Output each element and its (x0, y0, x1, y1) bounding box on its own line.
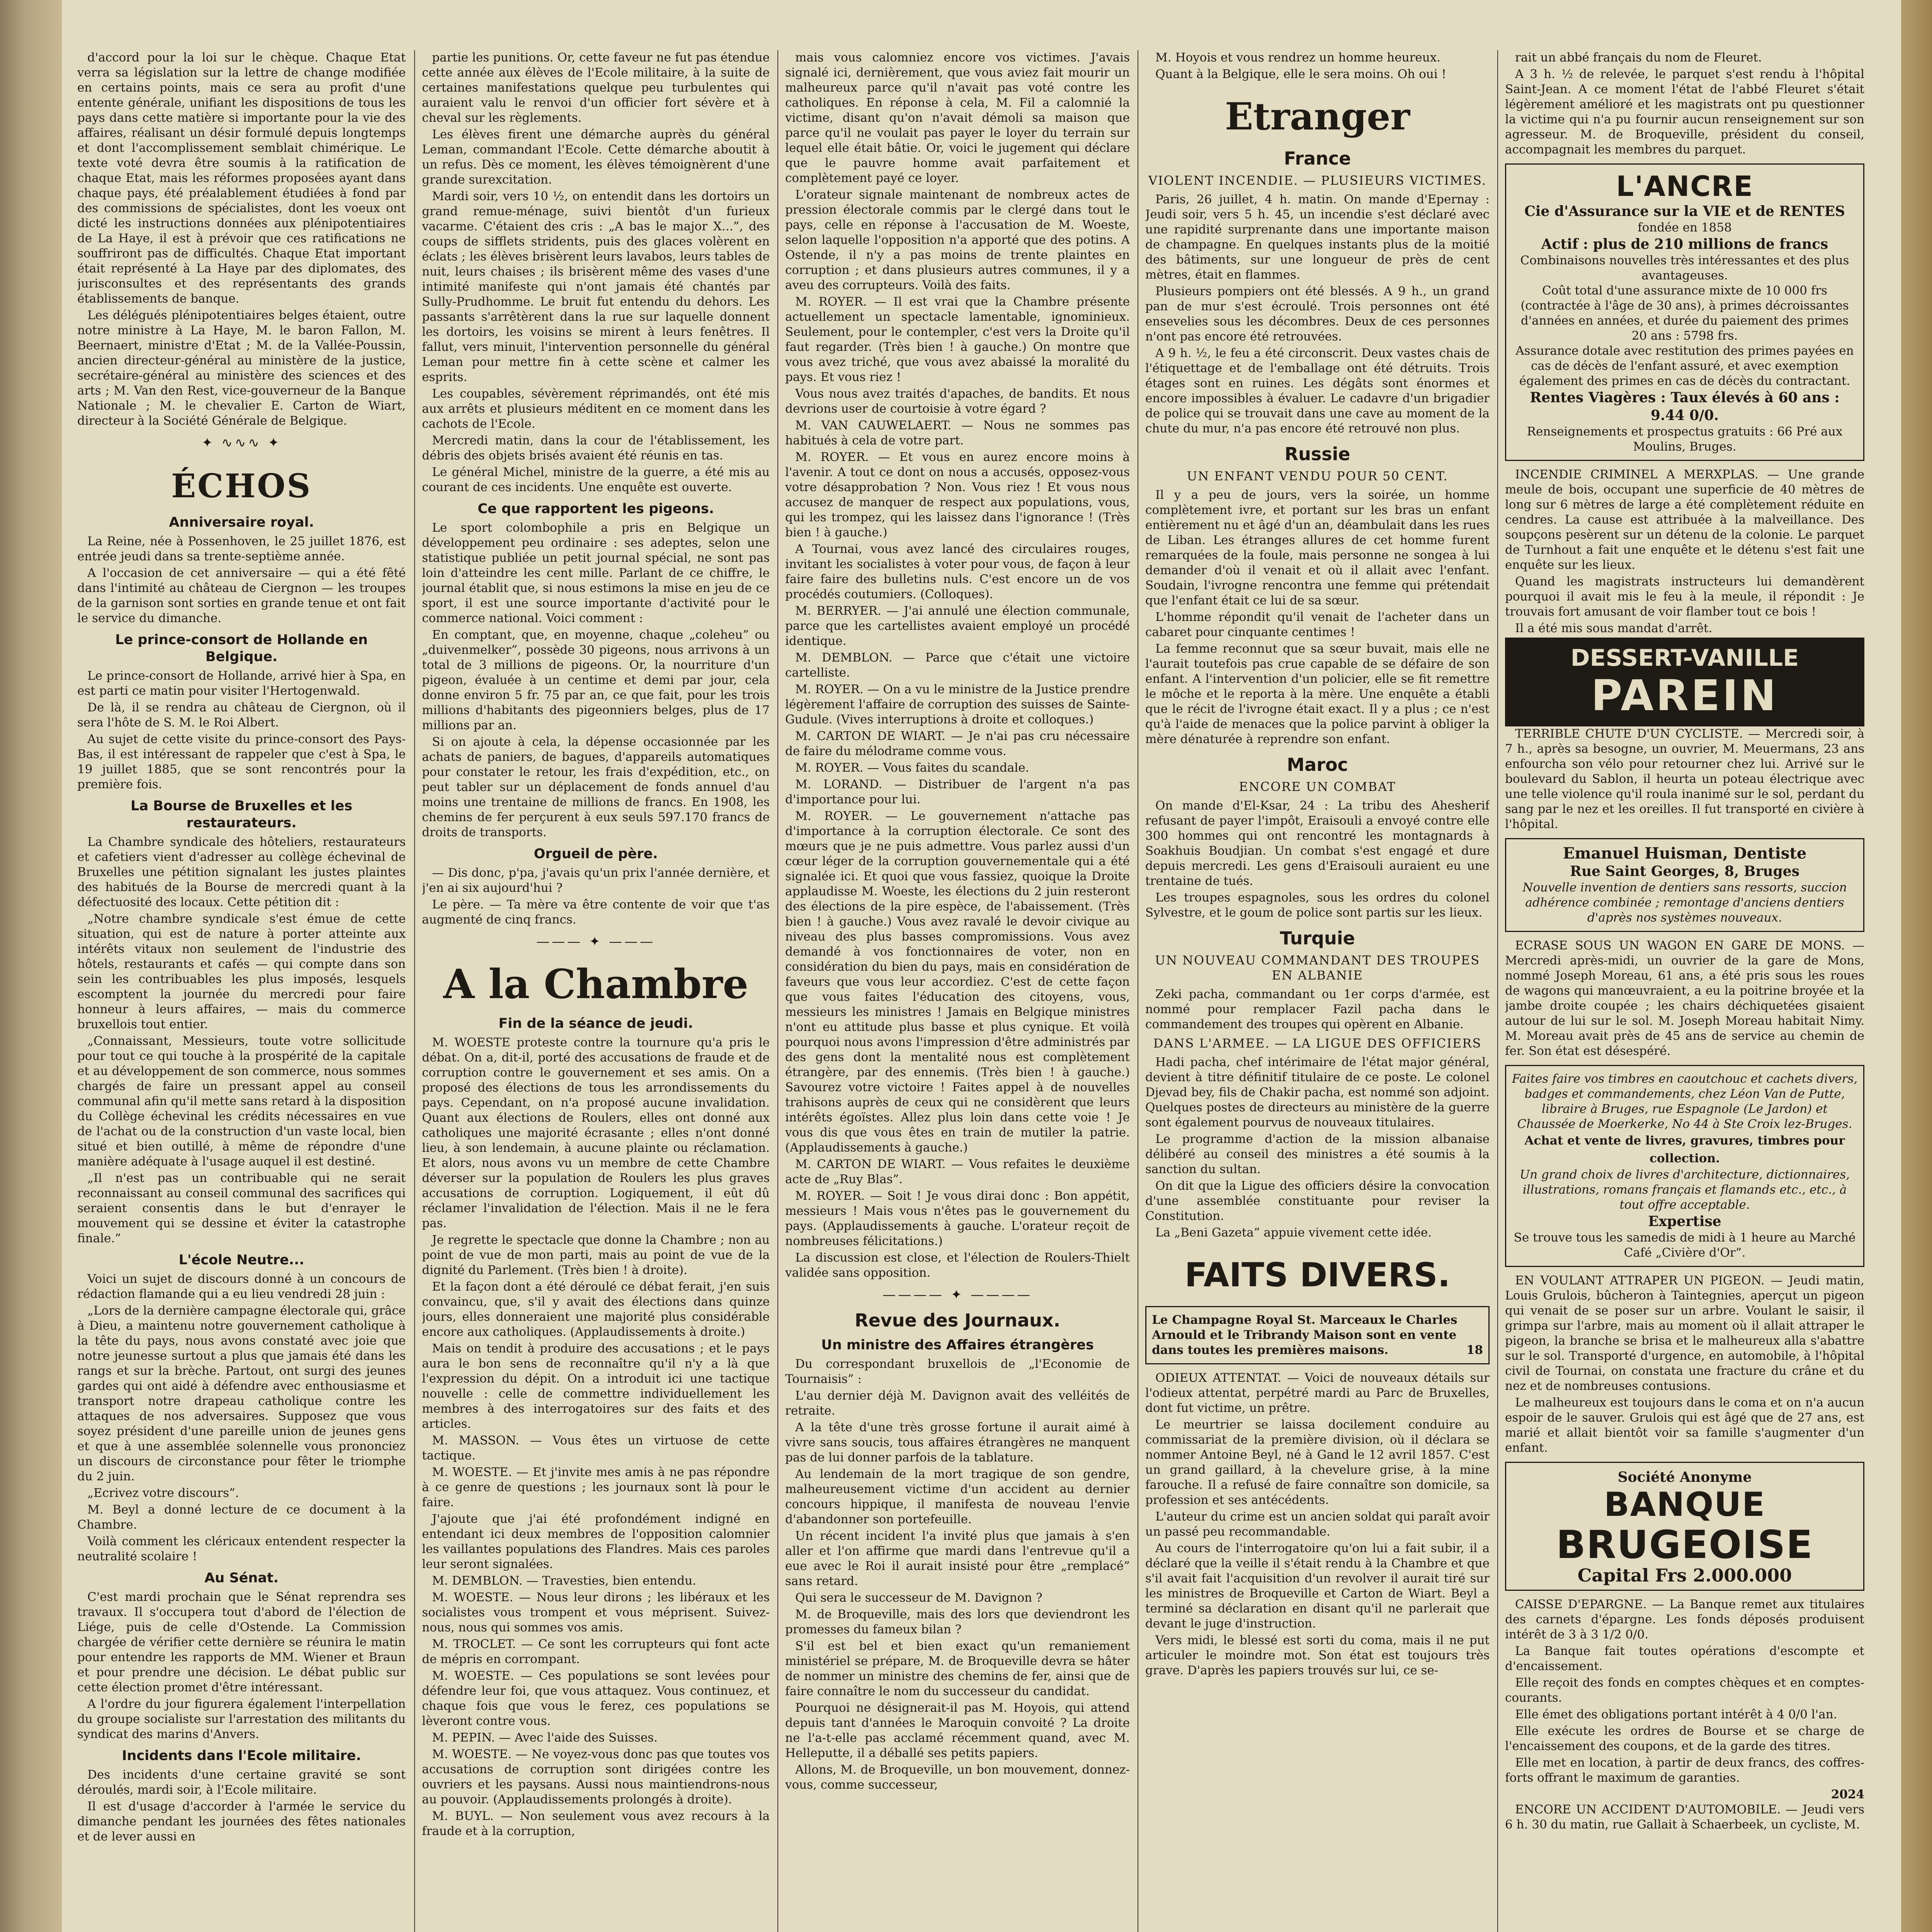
article-heading: La Bourse de Bruxelles et les restaurateurs. (131, 798, 352, 831)
article-text: Elle émet des obligations portant intérêt à 4 0/0 l'an. (1515, 1708, 1837, 1721)
article-subheading: VIOLENT INCENDIE. — PLUSIEURS VICTIMES. (1148, 173, 1487, 188)
column-4 (1145, 50, 1490, 1932)
ad-text: Renseignements et prospectus gratuits : 66 Pré aux Moulins, Bruges. (1527, 425, 1843, 454)
ad-text: Assurance dotale avec restitution des primes payées en cas de décès de l'enfant assuré, et avec exemption également des primes en cas de décès du contractant. (1515, 344, 1854, 388)
article-text: „Connaissant, Messieurs, toute votre sollicitude pour tout ce qui touche à la prospérité de la capitale et au développement de son commerce, nous sommes chargés de faire un pressant appel au conseil communal afin qu'il mette sans retard à la disposition du Collège échevinal les crédits nécessaires en vue de l'achat ou de la construction d'un vaste local, bien situé et bien outillé, à même de répondre d'une manière adéquate à l'usage auquel il est destiné. (77, 1034, 406, 1168)
article-text: Elle met en location, à partir de deux francs, des coffres-forts offrant le maximum de garanties. (1505, 1756, 1864, 1785)
article-text: „Ecrivez votre discours”. (87, 1486, 239, 1500)
article-text: La „Beni Gazeta” appuie vivement cette idée. (1155, 1226, 1432, 1240)
ornament-divider: ——— ✦ ——— (536, 934, 656, 949)
ad-text: Se trouve tous les samedis de midi à 1 heure au Marché Café „Civière d'Or”. (1514, 1231, 1856, 1260)
article-text: M. DEMBLON. — Parce que c'était une victoire cartelliste. (785, 651, 1130, 680)
article-text: Au sujet de cette visite du prince-consort des Pays-Bas, il est intéressant de rappeler que c'est à Spa, le 19 juillet 1885, que se sont rencontrés pour la première fois. (77, 732, 406, 791)
article-text: C'est mardi prochain que le Sénat reprendra ses travaux. Il s'occupera tout d'abord de l'élection de Liége, puis de celle d'Ostende. La Commission chargée de vérifier cette dernière se réunira le matin pour entendre les rapports de MM. Wiener et Braun et pour prendre une décision. Le débat public sur cette élection promet d'être intéressant. (77, 1590, 406, 1694)
article-text: Zeki pacha, commandant ou 1er corps d'armée, est nommé pour remplacer Fazil pacha dans le commandement des troupes qui opèrent en Albanie. (1145, 987, 1490, 1031)
article-text: Paris, 26 juillet, 4 h. matin. On mande d'Epernay : Jeudi soir, vers 5 h. 45, un incendie s'est déclaré avec une rapidité surprenante dans une importante maison de champagne. En quelques instants plus de la moitié des bâtiments, sur une longueur de près de cent mètres, était en flammes. (1145, 192, 1490, 282)
column-rule (1497, 50, 1498, 1932)
article-heading: Anniversaire royal. (169, 515, 314, 530)
article-text: M. ROYER. — Il est vrai que la Chambre présente actuellement un spectacle lamentable, ignominieux. Seulement, pour le contempler, c'est vers la Droite qu'il faut regarder. (Très bien ! à gauche.) On montre que vous avez triché, que vous avez abaissé la moralité du pays. Et vous riez ! (785, 295, 1130, 384)
article-text: L'orateur signale maintenant de nombreux actes de pression électorale commis par le clergé dans tout le pays, celle en réponse à l'accusation de M. Woeste, selon laquelle l'opposition n'a apporté que des potins. A Ostende, il n'y a pas moins de trente plaintes en corruption ; et dans plusieurs autres communes, il y a aveu des corrupteurs. Voilà des faits. (785, 188, 1130, 292)
dessert-vanille-ad (1505, 638, 1864, 726)
article-text: Je regrette le spectacle que donne la Chambre ; non au point de vue de mon parti, mais au point de vue de la dignité du Parlement. (Très bien ! à droite). (422, 1233, 770, 1277)
article-text: M. ROYER. — Et vous en aurez encore moins à l'avenir. A tout ce dont on nous a accusés, opposez-vous votre désapprobation ? Non. Vous riez ! Et vous nous accusez de manquer de respect aux populations, vous, qui les trompez, qui les laissez dans l'ignorance ! (Très bien ! à gauche.) (785, 450, 1130, 539)
article-text: Mercredi matin, dans la cour de l'établissement, les débris des objets brisés avaient été réunis en tas. (422, 434, 770, 463)
article-text: M. MASSON. — Vous êtes un virtuose de cette tactique. (422, 1434, 770, 1463)
article-text: M. BUYL. — Non seulement vous avez recours à la fraude et à la corruption, (422, 1809, 770, 1838)
article-text: Au cours de l'interrogatoire qu'on lui a fait subir, il a déclaré que la veille il s'était rendu à la Chambre et que s'il avait fait l'acquisition d'un revolver il aurait tiré sur les ministres de Broqueville et Carton de Wiart. Beyl a terminé sa déclaration en disant qu'il ne parlerait que devant le juge d'instruction. (1145, 1541, 1490, 1631)
article-text: M. DEMBLON. — Travesties, bien entendu. (432, 1574, 696, 1588)
article-text: L'homme répondit qu'il venait de l'acheter dans un cabaret pour cinquante centimes ! (1145, 610, 1490, 639)
lancre-ad (1505, 163, 1864, 461)
article-text: Elle exécute les ordres de Bourse et se charge de l'encaissement des coupons, et de la garde des titres. (1505, 1724, 1864, 1753)
column-2 (422, 50, 770, 1932)
ornament-divider: ———— ✦ ———— (882, 1287, 1033, 1303)
article-heading: Fin de la séance de jeudi. (498, 1016, 693, 1031)
article-text: — Dis donc, p'pa, j'avais qu'un prix l'année dernière, et j'en ai six aujourd'hui ? (422, 866, 770, 895)
ad-number: 18 (1466, 1343, 1483, 1357)
article-heading: Orgueil de père. (534, 846, 658, 862)
article-text: M. de Broqueville, mais des lors que deviendront les promesses du fameux bilan ? (785, 1607, 1130, 1636)
article-text: La Banque fait toutes opérations d'escompte et d'encaissement. (1505, 1644, 1864, 1673)
article-text: Les coupables, sévèrement réprimandés, ont été mis aux arrêts et plusieurs méditent en ce moment dans les cachots de l'Ecole. (422, 387, 770, 431)
etranger-heading: Etranger (1225, 95, 1410, 138)
article-text: De là, il se rendra au château de Ciergnon, où il sera l'hôte de S. M. le Roi Albert. (77, 701, 406, 730)
revue-heading: Revue des Journaux. (855, 1310, 1060, 1331)
article-heading: Incidents dans l'Ecole militaire. (122, 1748, 361, 1764)
article-text: Quant à la Belgique, elle le sera moins. Oh oui ! (1155, 67, 1446, 81)
article-text: Le général Michel, ministre de la guerre, a été mis au courant de ces incidents. Une enquête est ouverte. (422, 465, 770, 494)
article-text: „Lors de la dernière campagne électorale qui, grâce à Dieu, a maintenu notre gouvernement catholique à la tête du pays, nous avons constaté avec joie que notre jeunesse surtout a plus que jamais été dans les rangs et sur la brèche. Partout, ont surgi des jeunes gardes qui ont aidé à défendre avec enthousiasme et transport notre drapeau catholique contre les attaques de nos adversaires. Supposez que vous soyez président d'une pareille union de jeunes gens et que à une assemblée solennelle vous prononciez un discours de circonstance pour fêter le triomphe du 2 juin. (77, 1304, 406, 1483)
article-text: „Il n'est pas un contribuable qui ne serait reconnaissant au conseil communal des sacrifices qui seraient consentis dans le but d'enrayer le mouvement qui se dessine et éviter la catastrophe finale.” (77, 1171, 406, 1245)
article-text: Le meurtrier se laissa docilement conduire au commissariat de la première division, où il déclara se nommer Antoine Beyl, né à Gand le 12 avril 1857. C'est un grand gaillard, à la chevelure grise, à la mine farouche. Il a refusé de faire connaître son domicile, sa profession et ses antécédents. (1145, 1418, 1490, 1507)
article-heading: Le prince-consort de Hollande en Belgique. (115, 632, 368, 665)
article-text: Il est d'usage d'accorder à l'armée le service du dimanche pendant les journées des fêtes nationales et de lever aussi en (77, 1799, 406, 1844)
article-text: Vous nous avez traités d'apaches, de bandits. Et nous devrions user de courtoisie à votre égard ? (785, 387, 1130, 416)
article-text: M. LORAND. — Distribuer de l'argent n'a pas d'importance pour lui. (785, 777, 1130, 806)
article-text: La Chambre syndicale des hôteliers, restaurateurs et cafetiers vient d'adresser au collège échevinal de Bruxelles une pétition signalant les justes plaintes des habitués de la Bourse de mercredi quant à la défectuosité des locaux. Cette pétition dit : (77, 835, 406, 909)
article-subheading: UN ENFANT VENDU POUR 50 CENT. (1187, 469, 1448, 483)
article-text: TERRIBLE CHUTE D'UN CYCLISTE. — Mercredi soir, à 7 h., après sa besogne, un ouvrier, M. Meuermans, 23 ans enfourcha son vélo pour retourner chez lui. Arrivé sur le boulevard du Sablon, il heurta un poteau électrique avec une telle violence qu'il roula inanimé sur le sol, perdant du sang par le nez et les oreilles. Il fut transporté en civière à l'hôpital. (1505, 727, 1864, 831)
article-text: Du correspondant bruxellois de „l'Economie de Tournaisis” : (785, 1357, 1130, 1386)
article-text: Elle reçoit des fonds en comptes chèques et en comptes-courants. (1505, 1676, 1864, 1705)
echos-heading: ÉCHOS (171, 467, 312, 505)
dentist-ad (1505, 838, 1864, 932)
article-text: Il y a peu de jours, vers la soirée, un homme complètement ivre, et portant sur les bras un enfant entièrement nu et âgé d'un an, déambulait dans les rues de Liban. Les étranges allures de cet homme furent remarquées de la foule, mais personne ne songea à lui demander d'où il venait et où il allait avec l'enfant. Soudain, l'ivrogne rencontra une femme qui prétendait que l'enfant était ce lui de sa sœur. (1145, 488, 1490, 607)
article-text: M. ROYER. — Le gouvernement n'attache pas d'importance à la corruption électorale. Ce sont des mœurs que je ne puis admettre. Vous parlez aussi d'un cœur léger de la corruption gouvernementale qui a été signalée ici. Et quoi que vous fassiez, quoique la Droite applaudisse M. Woeste, les élections du 2 juin resteront des élections de la pire espèce, de l'abaissement. (Très bien ! à gauche.) Vous avez ravalé le devoir civique au niveau des plus basses compromissions. Vous avez demandé à vos fonctionnaires de voter, non en considération du bien du pays, mais en considération de faveurs que vous leur accordiez. C'est de cette façon que vous faites l'éducation des citoyens, vous, messieurs les ministres ! Jamais en Belgique ministres n'ont eu attitude plus basse et plus cynique. Et voilà pourquoi nous avons l'impression d'être administrés par des gens dont la mentalité nous est complètement étrangère, par des ennemis. (Très bien ! à gauche.) Savourez votre victoire ! Faites appel à de nouvelles trahisons auprès de ceux qui ne considèrent que leurs intérêts égoïstes. Allez plus loin dans cette voie ! Je vous dis que vous êtes en train de mutiler la patrie. (Applaudissements à gauche.) (785, 809, 1130, 1155)
article-heading: Ce que rapportent les pigeons. (478, 501, 714, 517)
ad-text: Achat et vente de livres, gravures, timbres pour collection. (1524, 1134, 1845, 1165)
ad-title: L'ANCRE (1616, 170, 1753, 202)
article-text: Qui sera le successeur de M. Davignon ? (795, 1591, 1043, 1605)
article-text: La discussion est close, et l'élection de Roulers-Thielt validée sans opposition. (785, 1251, 1130, 1280)
ad-text: Un grand choix de livres d'architecture, dictionnaires, illustrations, romans français et flamands etc., etc., à tout offre acceptable. (1519, 1168, 1850, 1212)
article-text: On dit que la Ligue des officiers désire la convocation d'une assemblée constituante pour reviser la Constitution. (1145, 1179, 1490, 1223)
faits-divers-heading: FAITS DIVERS. (1184, 1256, 1451, 1294)
column-1 (77, 50, 406, 1932)
page-binding (0, 0, 62, 1932)
ad-text: Coût total d'une assurance mixte de 10 000 frs (contractée à l'âge de 30 ans), à primes décroissantes d'années en années, et durée du paiement des primes 20 ans : 5798 frs. (1520, 284, 1849, 343)
article-text: On mande d'El-Ksar, 24 : La tribu des Ahesherif refusant de payer l'impôt, Eraisouli a envoyé contre elle 300 hommes qui ont rencontré les montagnards à Soakhuis Boudjian. Un combat s'est engagé et dure depuis mercredi. Les gens d'Eraisouli auraient eu une trentaine de tués. (1145, 799, 1490, 888)
banque-brugeoise-ad (1505, 1462, 1864, 1591)
country-heading: France (1284, 148, 1351, 169)
article-text: Le sport colombophile a pris en Belgique un développement peu ordinaire : ses adeptes, selon une statistique publiée un petit journal spécial, ne sont pas loin d'atteindre les cent mille. Parlant de ce chiffre, le journal établit que, si nous estimons la mise en jeu de ce sport, il est une source importante d'activité pour le commerce national. Voici comment : (422, 521, 770, 625)
article-heading: L'école Neutre... (179, 1252, 304, 1268)
article-text: M. PEPIN. — Avec l'aide des Suisses. (432, 1731, 658, 1745)
ad-text: Combinaisons nouvelles très intéressantes et des plus avantageuses. (1520, 253, 1849, 282)
article-text: Quand les magistrats instructeurs lui demandèrent pourquoi il avait mis le feu à la meule, il répondit : Je trouvais fort amusant de voir flamber tout ce bois ! (1505, 575, 1864, 619)
article-text: Voici un sujet de discours donné à un concours de rédaction flamande qui a eu lieu vendredi 28 juin : (77, 1272, 406, 1301)
column-rule (777, 50, 778, 1932)
article-text: M. BERRYER. — J'ai annulé une élection communale, parce que les cartellistes avaient employé un procédé identique. (785, 604, 1130, 648)
country-heading: Russie (1284, 444, 1350, 464)
article-heading: Un ministre des Affaires étrangères (821, 1337, 1094, 1353)
article-text: Des incidents d'une certaine gravité se sont déroulés, mardi soir, à l'Ecole militaire. (77, 1768, 406, 1797)
article-text: partie les punitions. Or, cette faveur ne fut pas étendue cette année aux élèves de l'Ecole militaire, à la suite de certaines manifestations quelque peu turbulentes qui auraient valu le renvoi d'un officier fort sévère et à cheval sur les règlements. (422, 51, 770, 125)
article-text: M. ROYER. — Soit ! Je vous dirai donc : Bon appétit, messieurs ! Mais vous n'êtes pas le gouvernement du pays. (Applaudissements à gauche. L'orateur reçoit de nombreuses félicitations.) (785, 1189, 1130, 1248)
ad-text: Faites faire vos timbres en caoutchouc et cachets divers, badges et commandements, chez Léon Van de Putte, libraire à Bruges, rue Espagnole (Le Jardon) et Chaussée de Moerkerke, No 44 à Ste Croix lez-Bruges. (1512, 1072, 1858, 1131)
article-text: Les troupes espagnoles, sous les ordres du colonel Sylvestre, et le goum de police sont partis sur les lieux. (1145, 891, 1490, 920)
article-text: M. Beyl a donné lecture de ce document à la Chambre. (77, 1503, 406, 1532)
article-text: Si on ajoute à cela, la dépense occasionnée par les achats de paniers, de bagues, d'appareils automatiques pour constater le retour, les frais d'expédition, etc., on peut tabler sur un déplacement de fonds annuel d'au moins une trentaine de millions de francs. En 1908, les chemins de fer perçurent à eux seuls 597.170 francs de droits de transports. (422, 735, 770, 839)
article-text: Plusieurs pompiers ont été blessés. A 9 h., un grand pan de mur s'est écroulé. Trois personnes ont été ensevelies sous les décombres. Deux de ces personnes n'ont pas encore été retrouvées. (1145, 284, 1490, 344)
article-text: „Notre chambre syndicale s'est émue de cette situation, qui est de nature à porter atteinte aux intérêts vitaux non seulement de l'industrie des hôtels, restaurants et cafés — qui compte dans son sein les contribuables les plus imposés, lesquels escomptent la journée du mercredi pour faire honneur à leurs affaires, — mais du commerce bruxellois tout entier. (77, 912, 406, 1031)
article-text: INCENDIE CRIMINEL A MERXPLAS. — Une grande meule de bois, occupant une superficie de 40 mètres de long sur 6 mètres de large a été complètement réduite en cendres. La cause est attribuée à la malveillance. Des soupçons pesèrent sur un détenu de la colonie. Le parquet de Turnhout a fait une enquête et le détenu s'est fait une enquête sur les lieux. (1505, 468, 1864, 572)
ad-brand: PAREIN (1591, 671, 1779, 720)
article-text: Les délégués plénipotentiaires belges étaient, outre notre ministre à La Haye, M. le baron Fallon, M. Beernaert, ministre d'Etat ; M. de la Vallée-Poussin, ancien directeur-général au ministère de la justice, secrétaire-général au ministère des sciences et des arts ; M. Van den Rest, vice-gouverneur de la Banque Nationale ; M. le chevalier E. Carton de Wiart, directeur à la Société Générale de Belgique. (77, 308, 406, 428)
article-text: Il a été mis sous mandat d'arrêt. (1515, 621, 1713, 635)
column-rule (414, 50, 415, 1932)
article-subheading: UN NOUVEAU COMMANDANT DES TROUPES EN ALBANIE (1155, 953, 1480, 983)
article-text: Vers midi, le blessé est sorti du coma, mais il ne put articuler le moindre mot. Son état est toujours très grave. D'après les papiers trouvés sur lui, ce se- (1145, 1633, 1490, 1677)
ad-title: BANQUE (1604, 1485, 1765, 1524)
ad-text: Rentes Viagères : Taux élevés à 60 ans : 9.44 0/0. (1530, 389, 1840, 423)
article-text: Au lendemain de la mort tragique de son gendre, malheureusement victime d'un accident au dernier concours hippique, il manifesta de nouveau l'envie d'abandonner son portefeuille. (785, 1467, 1130, 1526)
chambre-heading: A la Chambre (443, 960, 748, 1008)
article-text: Mardi soir, vers 10 ½, on entendit dans les dortoirs un grand remue-ménage, suivi bientôt d'un furieux vacarme. C'étaient des cris : „A bas le major X...”, des coups de sifflets stridents, puis des glaces volèrent en éclats ; les élèves brisèrent leurs lavabos, leurs tables de nuit, leurs chaises ; ils brisèrent même des vases d'une intimité manifeste qui n'ont jamais été chantés par Sully-Prudhomme. Le bruit fut entendu du dehors. Les passants s'arrêtèrent dans la rue sur laquelle donnent les dortoirs, les voisins se mirent à leurs fenêtres. Il fallut, vers minuit, l'intervention personnelle du général Leman pour mettre fin à cette scène et calmer les esprits. (422, 189, 770, 384)
article-text: Le malheureux est toujours dans le coma et on n'a aucun espoir de le sauver. Grulois qui est âgé que de 27 ans, est marié et allait bientôt voir sa famille s'augmenter d'un enfant. (1505, 1396, 1864, 1455)
article-text: M. WOESTE proteste contre la tournure qu'a pris le débat. On a, dit-il, porté des accusations de fraude et de corruption contre le gouvernement et ses amis. On a proposé des élections de tous les arrondissements du pays. Cependant, on n'a proposé aucune invalidation. Quant aux élections de Roulers, elles ont donné aux catholiques une majorité écrasante ; elles n'ont donné lieu, à son lendemain, à aucune plainte ou réclamation. Et alors, nous avons vu un membre de cette Chambre déverser sur la population de Roulers les plus graves accusations de corruption. Logiquement, il eût dû réclamer l'invalidation de l'élection. Mais il ne le fera pas. (422, 1036, 770, 1230)
country-heading: Turquie (1280, 928, 1355, 949)
page-edge (1901, 0, 1932, 1932)
article-text: Voilà comment les cléricaux entendent respecter la neutralité scolaire ! (77, 1534, 406, 1563)
article-text: Les élèves firent une démarche auprès du général Leman, commandant l'Ecole. Cette démarche aboutit à un refus. Dès ce moment, les élèves témoignèrent d'une grande surexcitation. (422, 128, 770, 187)
article-text: M. CARTON DE WIART. — Je n'ai pas cru nécessaire de faire du mélodrame comme vous. (785, 729, 1130, 758)
ad-text: fondée en 1858 (1638, 221, 1732, 235)
article-text: En comptant, que, en moyenne, chaque „coleheu” ou „duivenmelker”, possède 30 pigeons, nous arrivons à un total de 3 millions de pigeons. Or, la nourriture d'un pigeon, évaluée à un centime et demi par jour, cela donne environ 5 fr. 75 par an, ce que fait, pour les trois millions d'habitants des pigeonniers belges, plus de 17 millions par an. (422, 628, 770, 732)
article-text: Et la façon dont a été déroulé ce débat ferait, j'en suis convaincu, que, s'il y avait des élections dans quinze jours, elles donneraient une majorité plus considérable encore aux catholiques. (Applaudissements à droite.) (422, 1280, 770, 1339)
ad-title: BRUGEOISE (1556, 1522, 1813, 1567)
column-3 (785, 50, 1130, 1932)
article-text: Hadi pacha, chef intérimaire de l'état major général, devient à titre définitif titulaire de ce poste. Le colonel Djevad bey, fils de Chakir pacha, est nommé son adjoint. Quelques postes de directeurs au ministère de la guerre sont également pourvus de nouveaux titulaires. (1145, 1055, 1490, 1129)
article-text: M. Hoyois et vous rendrez un homme heureux. (1155, 51, 1441, 65)
article-text: M. ROYER. — On a vu le ministre de la Justice prendre légèrement l'affaire de corruption des suisses de Sainte-Gudule. (Vives interruptions à droite et colloques.) (785, 682, 1130, 726)
article-text: ODIEUX ATTENTAT. — Voici de nouveaux détails sur l'odieux attentat, perpétré mardi au Parc de Bruxelles, dont fut victime, un prêtre. (1145, 1371, 1490, 1415)
ad-title: Emanuel Huisman, Dentiste (1563, 844, 1807, 862)
ad-number: 2024 (1831, 1787, 1864, 1801)
ad-text: Expertise (1648, 1213, 1721, 1230)
article-text: M. TROCLET. — Ce sont les corrupteurs qui font acte de mépris en corrompant. (422, 1637, 770, 1666)
ad-text: Nouvelle invention de dentiers sans ressorts, succion adhérence combinée ; remontage d'anciens dentiers d'après nos systèmes nouveaux. (1522, 881, 1847, 925)
article-text: M. WOESTE. — Ces populations se sont levées pour défendre leur foi, que vous attaquez. Vous continuez, et chaque fois que vous le ferez, ces populations se lèveront contre vous. (422, 1669, 770, 1728)
article-text: A Tournai, vous avez lancé des circulaires rouges, invitant les socialistes à voter pour vous, de façon à leur faire faire des bulletins nuls. C'est encore un de vos procédés coutumiers. (Colloques). (785, 542, 1130, 601)
article-text: Le programme d'action de la mission albanaise délibéré au conseil des ministres a été soumis à la sanction du sultan. (1145, 1132, 1490, 1176)
ad-text: Capital Frs 2.000.000 (1577, 1565, 1792, 1586)
article-text: Pourquoi ne désignerait-il pas M. Hoyois, qui attend depuis tant d'années le Maroquin convoité ? La droite ne l'a-t-elle pas acclamé récemment quand, avec M. Helleputte, il a déballé ses petits papiers. (785, 1701, 1130, 1760)
article-text: M. VAN CAUWELAERT. — Nous ne sommes pas habitués à cela de votre part. (785, 418, 1130, 447)
ad-text: DESSERT-VANILLE (1570, 645, 1799, 672)
article-text: M. WOESTE. — Nous leur dirons ; les libéraux et les socialistes vous trompent et vous méprisent. Suivez-nous, nous qui sommes vos amis. (422, 1590, 770, 1634)
article-text: A 9 h. ½, le feu a été circonscrit. Deux vastes chais de l'étiquettage et de l'emballage ont été détruits. Trois étages sont en ruines. Les dégâts sont énormes et encore impossibles à évaluer. Le cadavre d'un brigadier de police qui se trouvait dans une cave au moment de la chute du mur, n'a pas encore été retrouvé non plus. (1145, 346, 1490, 435)
article-text: Allons, M. de Broqueville, un bon mouvement, donnez-vous, comme successeur, (785, 1763, 1130, 1792)
article-text: A l'ordre du jour figurera également l'interpellation du groupe socialiste sur l'arrestation des militants du syndicat des marins d'Anvers. (77, 1697, 406, 1741)
ornament-divider: ✦ ∿∿∿ ✦ (201, 435, 282, 451)
article-text: M. WOESTE. — Ne voyez-vous donc pas que toutes vos accusations de corruption sont dirigées contre les ouvriers et les paysans. Aussi nous maintiendrons-nous au pouvoir. (Applaudissements prolongés à droite). (422, 1747, 770, 1806)
article-text: La Reine, née à Possenhoven, le 25 juillet 1876, est entrée jeudi dans sa trente-septième année. (77, 534, 406, 563)
article-text: La femme reconnut que sa sœur buvait, mais elle ne l'aurait toutefois pas crue capable de se défaire de son enfant. A l'intervention d'un policier, elle se fit remettre le môche et le reporta à la mère. Une enquête a établi que le récit de l'ivrogne était exact. Il y a plus ; ce n'est qu'à l'aide de menaces que la police parvint à obliger la mère dénaturée à reprendre son enfant. (1145, 642, 1490, 746)
article-text: M. ROYER. — Vous faites du scandale. (795, 761, 1029, 775)
article-text: L'auteur du crime est un ancien soldat qui paraît avoir un passé peu recommandable. (1145, 1510, 1490, 1539)
article-text: A 3 h. ½ de relevée, le parquet s'est rendu à l'hôpital Saint-Jean. A ce moment l'état de l'abbé Fleuret s'était légèrement amélioré et les magistrats ont pu questionner la victime qui n'a pu fournir aucun renseignement sur son agresseur. M. de Broqueville, président du conseil, accompagnait les membres du parquet. (1505, 67, 1864, 156)
article-text: Un récent incident l'a invité plus que jamais à s'en aller et l'on affirme que mardi dans l'entrevue qu'il a eue avec le Roi il aurait insisté pour être „remplacé” sans retard. (785, 1529, 1130, 1588)
article-text: Le prince-consort de Hollande, arrivé hier à Spa, en est parti ce matin pour visiter l'Hertogenwald. (77, 669, 406, 698)
article-text: CAISSE D'EPARGNE. — La Banque remet aux titulaires des carnets d'épargne. Les fonds déposés produisent intérêt de 3 à 3 1/2 0/0. (1505, 1597, 1864, 1641)
article-text: rait un abbé français du nom de Fleuret. (1515, 51, 1762, 65)
article-text: EN VOULANT ATTRAPER UN PIGEON. — Jeudi matin, Louis Grulois, bûcheron à Taintegnies, aperçut un pigeon qui venait de se poser sur un arbre. Voulant le saisir, il grimpa sur l'arbre, mais au moment où il allait attraper le pigeon, la branche se brisa et le malheureux alla s'abattre sur le sol. Transporté d'urgence, en automobile, à l'hôpital civil de Tournai, on constata une fracture du crâne et du nez et de nombreuses contusions. (1505, 1274, 1864, 1393)
article-text: L'au dernier déjà M. Davignon avait des velléités de retraite. (785, 1389, 1130, 1418)
column-5 (1505, 50, 1864, 1932)
ad-text: Cie d'Assurance sur la VIE et de RENTES (1524, 203, 1845, 219)
ad-text: Le Champagne Royal St. Marceaux le Charles Arnould et le Tribrandy Maison sont en vente dans toutes les premières maisons. (1152, 1313, 1458, 1357)
van-de-putte-ad (1505, 1065, 1864, 1267)
article-text: Le père. — Ta mère va être contente de voir que t'as augmenté de cinq francs. (422, 898, 770, 927)
article-text: J'ajoute que j'ai été profondément indigné en entendant ici deux membres de l'opposition calomnier les vaillantes populations des Flandres. Mais ces paroles leur seront signalées. (422, 1512, 770, 1571)
article-text: S'il est bel et bien exact qu'un remaniement ministériel se prépare, M. de Broqueville devra se hâter de nommer un ministre des chemins de fer, ainsi que de faire connaître le nom du successeur du candidat. (785, 1639, 1130, 1698)
article-text: A l'occasion de cet anniversaire — qui a été fêté dans l'intimité au château de Ciergnon — les troupes de la garnison sont sorties en grande tenue et ont fait le service du dimanche. (77, 566, 406, 625)
article-text: Mais on tendit à produire des accusations ; et le pays aura le bon sens de reconnaître qu'il n'y a là que l'expression du dépit. On a introduit ici une tactique nouvelle : celle de commettre individuellement les membres à des interrogatoires sur des faits et des articles. (422, 1342, 770, 1431)
article-subheading: DANS L'ARMEE. — LA LIGUE DES OFFICIERS (1153, 1036, 1482, 1051)
article-heading: Au Sénat. (204, 1570, 279, 1586)
article-text: ECRASE SOUS UN WAGON EN GARE DE MONS. — Mercredi après-midi, un ouvrier de la gare de Mons, nommé Joseph Moreau, 61 ans, a été pris sous les roues de wagons qui manœuvraient, a eu la poitrine broyée et la jambe droite coupée ; les chairs déchiquetées gisaient autour de lui sur le sol. M. Joseph Moreau habitait Nimy. M. Moreau avait près de 45 ans de service au chemin de fer. Son état est désespéré. (1505, 939, 1864, 1058)
article-text: M. CARTON DE WIART. — Vous refaites le deuxième acte de „Ruy Blas”. (785, 1157, 1130, 1186)
article-text: d'accord pour la loi sur le chèque. Chaque Etat verra sa législation sur la lettre de change modifiée en certains points, mais ce sera au profit d'une entente générale, unifiant les dispositions de tous les pays dans cette matière si importante pour la vie des affaires, réalisant un désir formulé depuis longtemps et dont l'accomplissement semblait chimérique. Le texte voté devra être soumis à la ratification de chaque Etat, mais les réformes proposées ayant dans chaque pays, été préalablement étudiées à fond par des commissions de spécialistes, dont les voeux ont dicté les instructions données aux plénipotentiaires de La Haye, il est à prévoir que ces ratifications ne souffriront pas de difficultés. Chaque Etat important était représenté à La Haye par des diplomates, des jurisconsultes et des représentants des grands établissements de banque. (77, 51, 406, 306)
ad-text: Actif : plus de 210 millions de francs (1541, 236, 1828, 252)
article-text: ENCORE UN ACCIDENT D'AUTOMOBILE. — Jeudi vers 6 h. 30 du matin, rue Gallait à Schaerbeek, un cycliste, M. (1505, 1803, 1864, 1832)
article-text: mais vous calomniez encore vos victimes. J'avais signalé ici, dernièrement, que vous aviez fait mourir un malheureux parce qu'il n'avait pas voté contre les catholiques. En réponse à cela, M. Fil a calomnié la victime, disant qu'on n'avait démoli sa maison que parce qu'il ne voulait pas payer le loyer du terrain sur lequel elle était bâtie. Or, voici le jugement qui déclare que le pauvre homme avait parfaitement et complètement payé ce loyer. (785, 51, 1130, 185)
ad-text: Société Anonyme (1617, 1469, 1752, 1485)
article-subheading: ENCORE UN COMBAT (1239, 779, 1396, 794)
ad-text: Rue Saint Georges, 8, Bruges (1570, 863, 1799, 879)
article-text: A la tête d'une très grosse fortune il aurait aimé à vivre sans soucis, tous affaires étrangères ne manquent pas de lui donner parfois de la tablature. (785, 1420, 1130, 1464)
country-heading: Maroc (1287, 754, 1348, 775)
article-text: M. WOESTE. — Et j'invite mes amis à ne pas répondre à ce genre de questions ; les journaux sont là pour le faire. (422, 1465, 770, 1509)
champagne-ad (1145, 1306, 1490, 1364)
